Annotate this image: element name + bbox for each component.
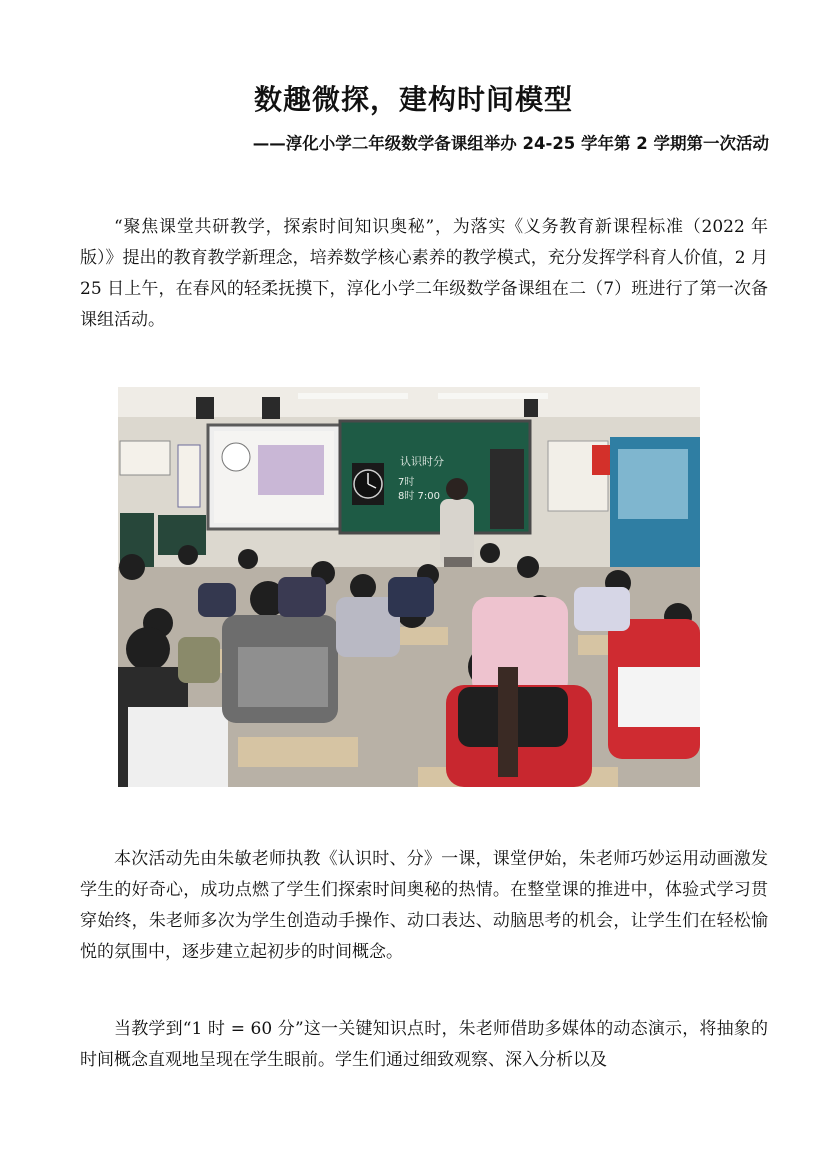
- paragraph-intro: “聚焦课堂共研教学，探索时间知识奥秘”，为落实《义务教育新课程标准（2022 年版）》提出的教育教学新理念，培养数学核心素养的教学模式，充分发挥学科育人价值，2 月 25 日上午，在春风的轻柔抚摸下，淳化小学二年级数学备课组在二（7）班进行了第一次备课组活动。: [80, 217, 768, 330]
- classroom-photo: [118, 387, 700, 787]
- paragraph-key-point: 当教学到“1 时 = 60 分”这一关键知识点时，朱老师借助多媒体的动态演示，将抽象的时间概念直观地呈现在学生眼前。学生们通过细致观察、深入分析以及: [80, 1019, 768, 1070]
- blackboard-title: 认识时分: [400, 455, 444, 468]
- blackboard-line1: 7时: [398, 477, 415, 488]
- paragraph-lesson: 本次活动先由朱敏老师执教《认识时、分》一课，课堂伊始，朱老师巧妙运用动画激发学生的好奇心，成功点燃了学生们探索时间奥秘的热情。在整堂课的推进中，体验式学习贯穿始终，朱老师多次为学生创造动手操作、动口表达、动脑思考的机会，让学生们在轻松愉悦的氛围中，逐步建立起初步的时间概念。: [80, 849, 768, 962]
- page-subtitle: ——淳化小学二年级数学备课组举办 24-25 学年第 2 学期第一次活动: [252, 134, 769, 153]
- page-title: 数趣微探，建构时间模型: [253, 83, 573, 116]
- blackboard-line2: 8时 7:00: [398, 491, 440, 502]
